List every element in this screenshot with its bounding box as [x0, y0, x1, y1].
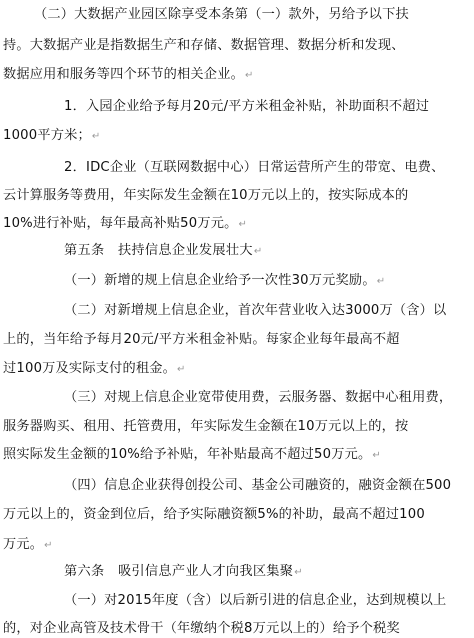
text-line: [64, 159, 445, 177]
text-line: [3, 360, 186, 379]
line-text: 2．IDC企业（互联网数据中心）日常运营所产生的带宽、电费、: [64, 160, 445, 175]
text-line: [64, 98, 429, 116]
text-line: [64, 389, 452, 407]
section-heading: [64, 242, 263, 261]
text-line: [3, 37, 405, 55]
line-text: 1000平方米；: [3, 128, 91, 143]
line-text: 服务器购买、租用、托管费用，年实际发生金额在10万元以上的，按: [3, 419, 409, 434]
paragraph-mark-icon: ↵: [177, 364, 186, 375]
paragraph-mark-icon: ↵: [372, 450, 381, 461]
paragraph-mark-icon: ↵: [294, 567, 303, 578]
line-text: 云计算服务等费用，年实际发生金额在10万元以上的，按实际成本的: [3, 188, 409, 203]
line-text: 持。大数据产业是指数据生产和存储、数据管理、数据分析和发现、: [3, 38, 405, 53]
text-line: [64, 302, 446, 320]
text-line: [3, 620, 400, 638]
line-text: （一）对2015年度（含）以后新引进的信息企业，达到规模以上: [64, 593, 447, 608]
text-line: [64, 272, 385, 291]
line-text: 第五条 扶持信息企业发展壮大: [64, 243, 253, 258]
line-text: （四）信息企业获得创投公司、基金公司融资的，融资金额在500: [64, 478, 452, 493]
section-heading: [64, 563, 303, 582]
text-line: [3, 127, 101, 146]
line-text: 万元以上的，资金到位后，给予实际融资额5%的补助，最高不超过100: [3, 507, 425, 522]
line-text: 数据应用和服务等四个环节的相关企业。: [3, 67, 244, 82]
text-line: [34, 6, 409, 24]
paragraph-mark-icon: ↵: [244, 70, 254, 81]
line-text: 第六条 吸引信息产业人才向我区集聚: [64, 564, 294, 579]
text-line: [3, 187, 408, 205]
line-text: 万元。: [3, 537, 44, 552]
text-line: [64, 592, 446, 610]
line-text: （一）新增的规上信息企业给予一次性30万元奖励。: [64, 273, 376, 288]
paragraph-mark-icon: ↵: [44, 540, 53, 551]
text-line: [3, 536, 53, 555]
text-line: [3, 506, 425, 524]
paragraph-mark-icon: ↵: [91, 131, 101, 142]
line-text: （二）对新增规上信息企业，首次年营业收入达3000万（含）以: [64, 303, 447, 318]
text-line: [3, 331, 400, 349]
paragraph-mark-icon: ↵: [253, 246, 263, 257]
text-line: [3, 215, 247, 234]
line-text: 上的，当年给予每月20元/平方米租金补贴。每家企业每年最高不超: [3, 332, 400, 347]
line-text: 的，对企业高管及技术骨干（年缴纳个税8万元以上的）给予个税奖: [3, 621, 400, 636]
text-line: [3, 446, 381, 465]
line-text: （三）对规上信息企业宽带使用费，云服务器、数据中心租用费，: [64, 390, 453, 405]
paragraph-mark-icon: ↵: [376, 276, 386, 287]
line-text: （二）大数据产业园区除享受本条第（一）款外，另给予以下扶: [34, 7, 409, 22]
text-line: [3, 66, 254, 85]
line-text: 1．入园企业给予每月20元/平方米租金补贴，补助面积不超过: [64, 99, 430, 114]
text-line: [3, 418, 408, 436]
line-text: 过100万及实际支付的租金。: [3, 361, 177, 376]
line-text: 10%进行补贴，每年最高补贴50万元。: [3, 216, 238, 231]
text-line: [64, 477, 451, 495]
line-text: 照实际发生金额的10%给予补贴，年补贴最高不超过50万元。: [3, 447, 372, 462]
paragraph-mark-icon: ↵: [238, 219, 248, 230]
